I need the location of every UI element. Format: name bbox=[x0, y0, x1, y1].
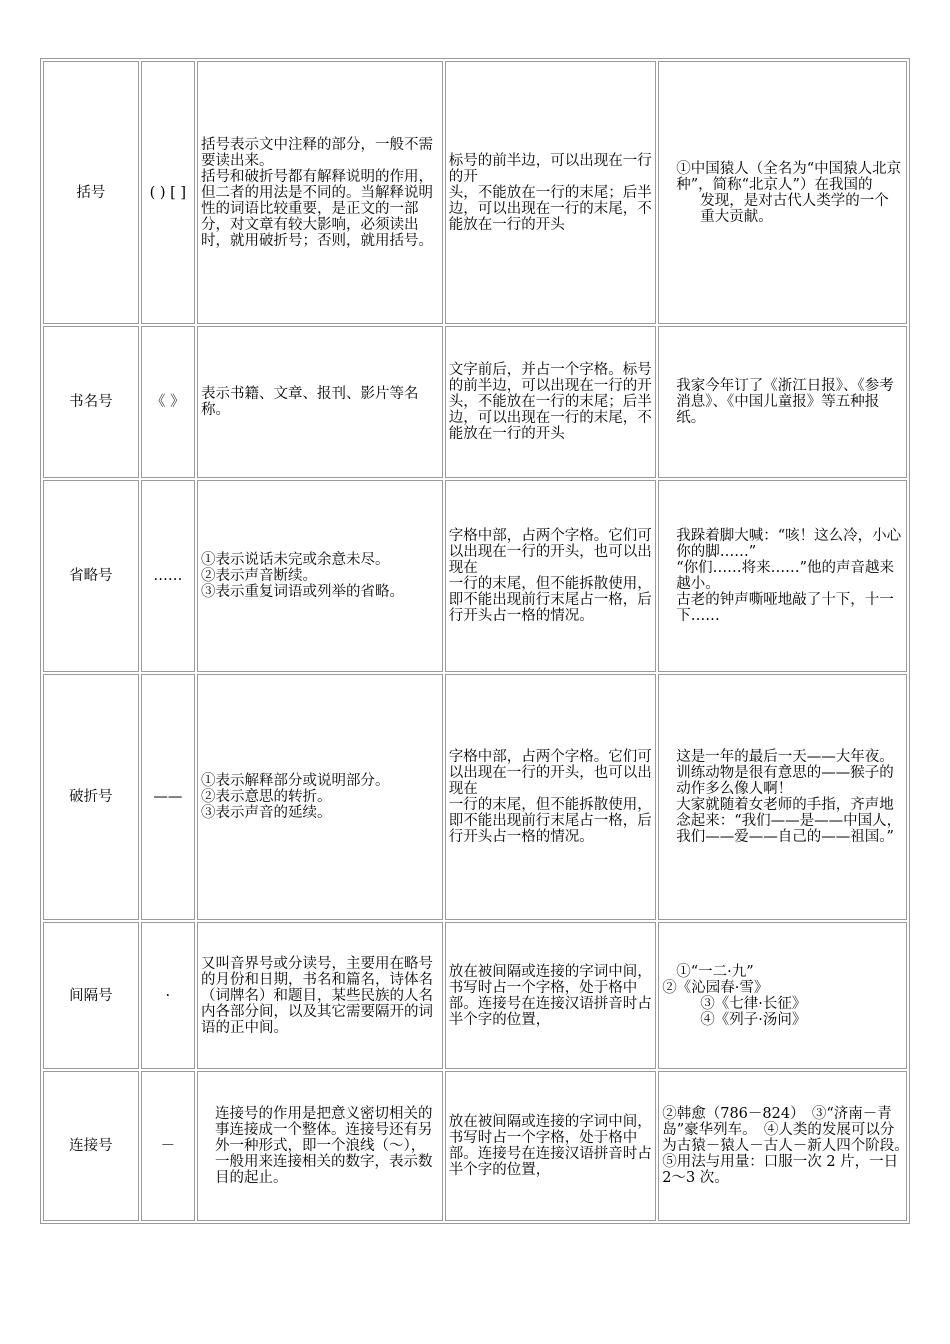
example-line: ①中国猿人（全名为“中国猿人北京种”，简称“北京人”）在我国的 bbox=[676, 160, 902, 193]
position-cell bbox=[445, 326, 656, 478]
position-line: 一行的末尾，但不能拆散使用，即不能出现前行末尾占一格，后行开头占一格的情况。 bbox=[448, 576, 652, 624]
example-line: ②《沁园春·雪》 bbox=[662, 979, 769, 996]
example-cell bbox=[658, 61, 907, 324]
position-line: 放在被间隔或连接的字词中间，书写时占一个字格，处于格中部。连接号在连接汉语拼音时占半个字的位置， bbox=[448, 963, 652, 1028]
position-line: 一行的末尾，但不能拆散使用，即不能出现前行末尾占一格，后行开头占一格的情况。 bbox=[448, 797, 652, 845]
example-line: 古老的钟声嘶哑地敲了十下，十一下…… bbox=[676, 592, 894, 624]
table-row bbox=[43, 326, 907, 478]
position-line: 头，不能放在一行的末尾；后半边，可以出现在一行的末尾，不能放在一行的开头 bbox=[448, 184, 652, 233]
usage-line: ①表示解释部分或说明部分。 bbox=[201, 773, 390, 789]
usage-line: 括号和破折号都有解释说明的作用，但二者的用法是不同的。当解释说明性的词语比较重要，是正文的一部分，对文章有较大影响，必须读出时，就用破折号；否则，就用括号。 bbox=[201, 168, 434, 249]
example-cell bbox=[658, 480, 907, 672]
example-cell bbox=[658, 674, 907, 920]
usage-line: 又叫音界号或分读号，主要用在略号的月份和日期，书名和篇名，诗体名（词牌名）和题目，某些民族的人名内各部分间，以及其它需要隔开的词语的正中间。 bbox=[201, 955, 434, 1036]
position-cell bbox=[445, 61, 656, 324]
example-line: 我家今年订了《浙江日报》、《参考消息》、《中国儿童报》等五种报纸。 bbox=[676, 378, 894, 426]
punct-name: 破折号 bbox=[43, 674, 139, 920]
position-line: 字格中部，占两个字格。它们可以出现在一行的开头，也可以出现在 bbox=[448, 528, 652, 576]
example-line: “你们……将来……”他的声音越来越小。 bbox=[676, 560, 895, 592]
usage-line: ③表示重复词语或列举的省略。 bbox=[201, 584, 405, 600]
table-row bbox=[43, 61, 907, 324]
position-cell bbox=[445, 1071, 656, 1221]
usage-cell bbox=[197, 1071, 443, 1221]
example-cell bbox=[658, 326, 907, 478]
punctuation-table bbox=[40, 58, 916, 1224]
position-cell bbox=[445, 674, 656, 920]
punct-symbol: 《 》 bbox=[141, 326, 195, 478]
usage-line: ②表示意思的转折。 bbox=[201, 789, 332, 805]
example-line: 这是一年的最后一天——大年夜。 bbox=[676, 749, 894, 765]
example-line: ①“一二·九” bbox=[676, 963, 754, 980]
punct-name: 书名号 bbox=[43, 326, 139, 478]
punct-name: 省略号 bbox=[43, 480, 139, 672]
usage-line: ①表示说话未完或余意未尽。 bbox=[201, 552, 390, 568]
position-cell bbox=[445, 922, 656, 1069]
punct-symbol: － bbox=[141, 1071, 195, 1221]
example-line: ④《列子·汤问》 bbox=[700, 1011, 807, 1028]
position-line: 头，不能放在一行的末尾；后半边，可以出现在一行的末尾，不能放在一行的开头 bbox=[448, 394, 652, 442]
position-line: 标号的前半边，可以出现在一行的开 bbox=[448, 152, 652, 185]
example-cell bbox=[658, 1071, 916, 1221]
example-line: 训练动物是很有意思的——猴子的动作多么像人啊！ bbox=[676, 765, 894, 797]
punct-name: 括号 bbox=[43, 61, 139, 324]
example-cell bbox=[658, 922, 907, 1069]
example-line: ②韩愈（786－824） ③“济南－青岛”豪华列车。 ④人类的发展可以分为古猿－猿人－古人－新人四个阶段。 ⑤用法与用量：口服一次 2 片，一日 2～3 次。 bbox=[662, 1106, 916, 1186]
punct-name: 连接号 bbox=[43, 1071, 139, 1221]
position-line: 文字前后，并占一个字格。标号的前半边，可以出现在一行的开 bbox=[448, 362, 652, 394]
table-row bbox=[43, 674, 907, 920]
table-row bbox=[43, 1071, 907, 1221]
position-line: 放在被间隔或连接的字词中间，书写时占一个字格，处于格中部。连接号在连接汉语拼音时占半个字的位置， bbox=[448, 1114, 652, 1178]
punct-symbol: · bbox=[141, 922, 195, 1069]
usage-line: 连接号的作用是把意义密切相关的事连接成一个整体。连接号还有另外一种形式，即一个浪线（～），一般用来连接相关的数字，表示数目的起止。 bbox=[215, 1106, 433, 1186]
position-cell bbox=[445, 480, 656, 672]
usage-cell bbox=[197, 674, 443, 920]
usage-line: ②表示声音断续。 bbox=[201, 568, 318, 584]
usage-cell bbox=[197, 61, 443, 324]
usage-line: ③表示声音的延续。 bbox=[201, 805, 332, 821]
table-row bbox=[43, 922, 907, 1069]
usage-line: 表示书籍、文章、报刊、影片等名称。 bbox=[201, 386, 419, 418]
punct-symbol: ( ) [ ] bbox=[141, 61, 195, 324]
example-line: 大家就随着女老师的手指，齐声地念起来：“我们——是——中国人，我们——爱——自己的——祖国。” bbox=[676, 797, 902, 845]
usage-line: 括号表示文中注释的部分，一般不需要读出来。 bbox=[201, 136, 434, 169]
punct-name: 间隔号 bbox=[43, 922, 139, 1069]
punct-symbol: …… bbox=[141, 480, 195, 672]
example-line: 发现，是对古代人类学的一个重大贡献。 bbox=[700, 192, 889, 225]
example-line: ③《七律·长征》 bbox=[700, 995, 807, 1012]
punct-symbol: —— bbox=[141, 674, 195, 920]
table-row bbox=[43, 480, 907, 672]
position-line: 字格中部，占两个字格。它们可以出现在一行的开头，也可以出现在 bbox=[448, 749, 652, 797]
example-line: 我跺着脚大喊：“咳！这么冷，小心你的脚……” bbox=[676, 528, 902, 560]
usage-cell bbox=[197, 326, 443, 478]
usage-cell bbox=[197, 922, 443, 1069]
usage-cell bbox=[197, 480, 443, 672]
